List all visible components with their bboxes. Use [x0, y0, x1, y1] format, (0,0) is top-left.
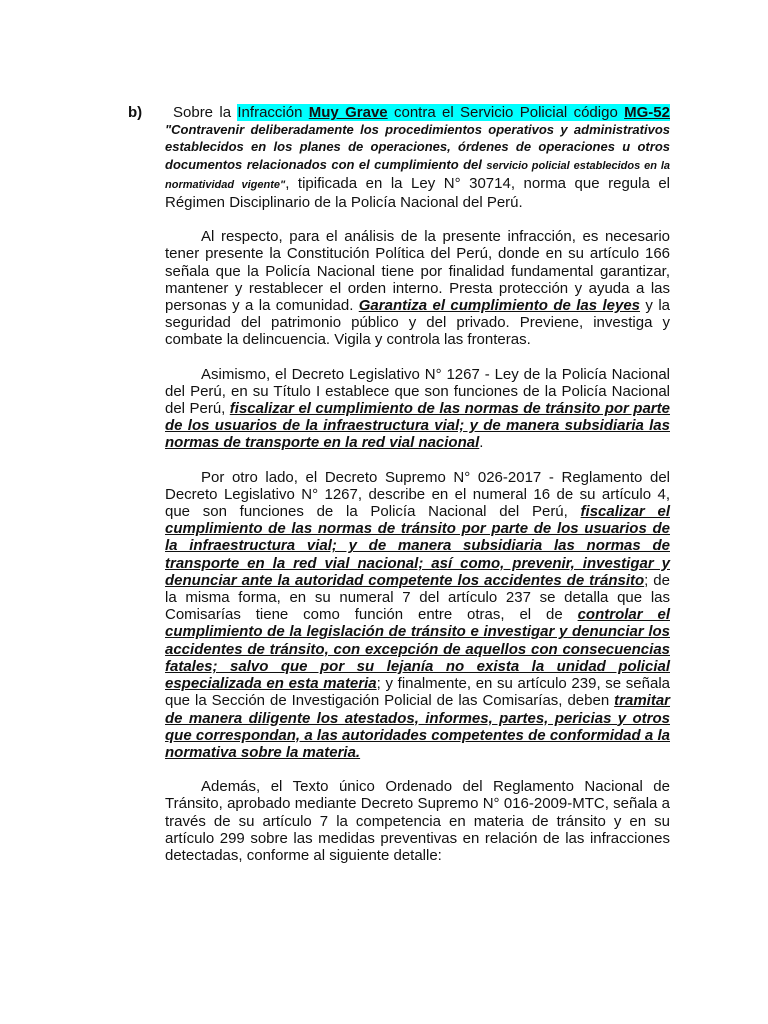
emphasis-text: fiscalizar el cumplimiento de las normas de tránsito por parte de los usuarios de la infraestructura vial; y de manera subsidiaria las normas de transporte en la red vial nacional; así como, prevenir, investigar y denunciar ante la autoridad competente los accidentes de tránsito	[165, 503, 670, 589]
highlight-code: MG-52	[624, 104, 670, 121]
paragraph-transito	[165, 778, 670, 864]
text-run: y la seguridad del patrimonio público y del privado. Previene, investiga y combate la delincuencia. Vigila y controla las fronteras.	[165, 297, 670, 349]
text-run: .	[479, 434, 484, 452]
quote-text-small: servicio policial establecidos en la normatividad vigente"	[165, 159, 670, 191]
document-body	[165, 104, 670, 881]
text-run: Asimismo, el Decreto Legislativo N° 1267 - Ley de la Policía Nacional del Perú, en su Título I establece que son funciones de la Policía Nacional del Perú,	[165, 365, 670, 418]
text-run: Sobre la	[173, 104, 238, 121]
highlight-muy-grave: Muy Grave	[308, 104, 388, 121]
highlight-servicio: contra el Servicio Policial código	[387, 104, 625, 121]
text-run: Al respecto, para el análisis de la presente infracción, es necesario tener presente la Constitución Política del Perú, donde en su artículo 166 señala que la Policía Nacional tiene por finalidad fundamental garantizar, mantener y restablecer el orden interno. Presta protección y ayuda a las personas y a la comunidad.	[165, 228, 670, 315]
emphasis-text: tramitar de manera diligente los atestados, informes, partes, pericias y otros que correspondan, a las autoridades competentes de conformidad a la normativa sobre la materia.	[165, 692, 670, 761]
quote-text: "Contravenir deliberadamente los procedimientos operativos y administrativos establecidos en los planes de operaciones, órdenes de operaciones u otros documentos relacionados con el cumplimiento del	[165, 122, 670, 172]
emphasis-text: controlar el cumplimiento de la legislación de tránsito e investigar y denunciar los accidentes de tránsito, con excepción de aquellos con consecuencias fatales; salvo que por su lejanía no exista la unidad policial especializada en esta materia	[165, 606, 670, 693]
text-run: ; de la misma forma, en su numeral 7 del artículo 237 se detalla que las Comisarías tiene como función entre otras, el de	[165, 571, 670, 624]
paragraph-decreto-1267	[165, 366, 670, 452]
paragraph-constitucion	[165, 228, 670, 348]
text-run: ; y finalmente, en su artículo 239, se señala que la Sección de Investigación Policial de las Comisarías, deben	[165, 675, 670, 710]
item-marker: b)	[128, 104, 143, 121]
emphasis-text: fiscalizar el cumplimiento de las normas de tránsito por parte de los usuarios de la infraestructura vial; y de manera subsidiaria las normas de transporte en la red vial nacional	[165, 400, 670, 452]
text-run: Además, el Texto único Ordenado del Reglamento Nacional de Tránsito, aprobado mediante Decreto Supremo N° 016-2009-MTC, señala a través de su artículo 7 la competencia en materia de tránsito y en su artículo 299 sobre las medidas preventivas en relación de las infracciones detectadas, conforme al siguiente detalle:	[165, 778, 670, 864]
paragraph-infraccion	[165, 104, 670, 211]
emphasis-text: Garantiza el cumplimiento de las leyes	[358, 297, 641, 315]
text-run: , tipificada en la Ley N° 30714, norma que regula el Régimen Disciplinario de la Policía Nacional del Perú.	[165, 174, 670, 212]
paragraph-reglamento	[165, 469, 670, 761]
text-run: Por otro lado, el Decreto Supremo N° 026-2017 - Reglamento del Decreto Legislativo N° 1267, describe en el numeral 16 de su artículo 4, que son funciones de la Policía Nacional del Perú,	[165, 468, 670, 521]
highlight-infraccion: Infracción	[237, 104, 309, 121]
